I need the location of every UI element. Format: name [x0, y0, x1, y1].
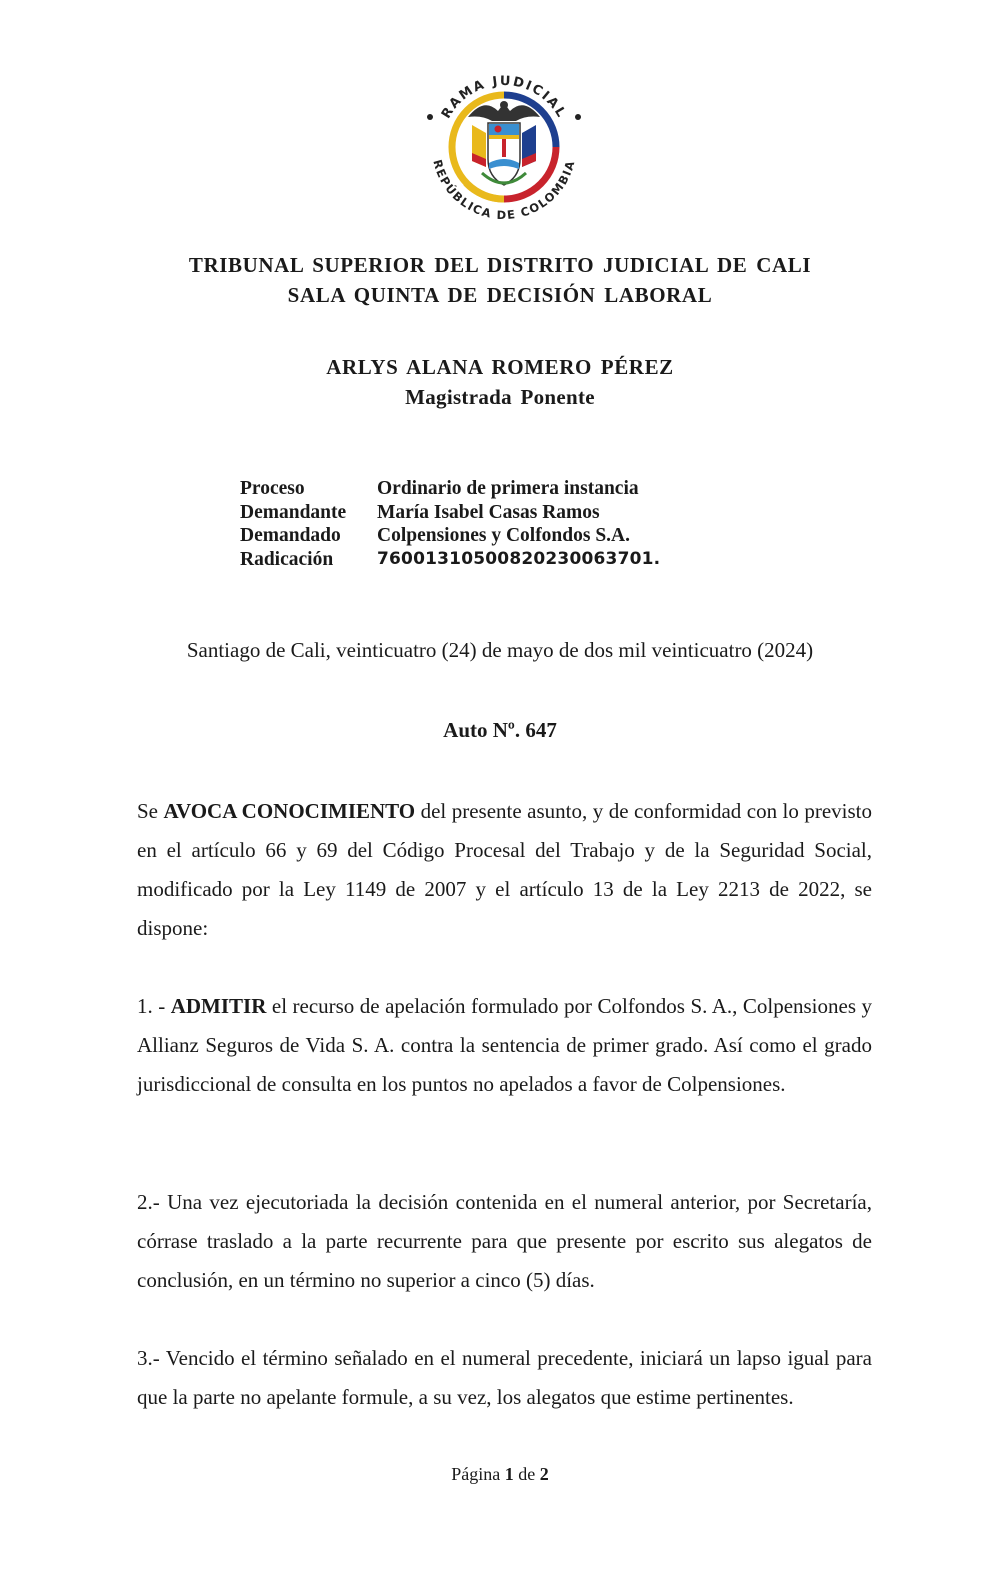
intro-paragraph	[137, 792, 872, 948]
seal-arc-bottom: REPÚBLICA DE COLOMBIA	[430, 158, 578, 223]
case-label: Proceso	[240, 478, 305, 499]
page-word: Página	[451, 1464, 501, 1484]
case-label: Radicación	[240, 548, 334, 570]
item1-pre: 1. -	[137, 994, 171, 1018]
case-value: Ordinario de primera instancia	[377, 478, 639, 499]
case-row-process	[240, 477, 660, 501]
intro-bold: AVOCA CONOCIMIENTO	[163, 799, 416, 823]
intro-post: del presente asunto, y de conformidad con lo previsto en el artículo 66 y 69 del Código Procesal del Trabajo y de la Seguridad Social, modificado por la Ley 1149 de 2007 y el artículo 13 de la Ley 2213 de 2022, se dispone:	[137, 799, 873, 940]
seal-ring-yellow-lower	[466, 183, 504, 199]
page-total: 2	[539, 1464, 549, 1484]
case-row-defendant	[240, 524, 660, 548]
case-label: Demandante	[240, 501, 347, 523]
magistrate-role: Magistrada Ponente	[405, 385, 595, 409]
of-word: de	[518, 1464, 536, 1484]
case-value: Colpensiones y Colfondos S.A.	[377, 525, 631, 546]
case-value: 76001310500820230063701.	[377, 548, 661, 569]
seal-arc-top: RAMA JUDICIAL	[438, 73, 570, 122]
item-2-paragraph: 2.- Una vez ejecutoriada la decisión contenida en el numeral anterior, por Secretaría, córrase traslado a la parte recurrente para que presente por escrito sus alegatos de conclusión, en un término no superior a cinco (5) días.	[137, 1190, 872, 1292]
item-3-paragraph: 3.- Vencido el término señalado en el numeral precedente, iniciará un lapso igual para que la parte no apelante formule, a su vez, los alegatos que estime pertinentes.	[137, 1346, 872, 1409]
item1-post: el recurso de apelación formulado por Colfondos S. A., Colpensiones y Allianz Seguros de Vida S. A. contra la sentencia de primer grado. Así como el grado jurisdiccional de consulta en los puntos no apelados a favor de Colpensiones.	[137, 994, 872, 1096]
item-1-paragraph	[137, 987, 872, 1104]
case-row-filing-number	[240, 548, 660, 572]
date-line: Santiago de Cali, veinticuatro (24) de mayo de dos mil veinticuatro (2024)	[186, 638, 814, 662]
magistrate-name: ARLYS ALANA ROMERO PÉREZ	[326, 355, 674, 379]
intro-pre: Se	[137, 799, 164, 823]
item1-bold: ADMITIR	[170, 994, 267, 1018]
case-label: Demandado	[240, 525, 341, 546]
chamber-name: SALA QUINTA DE DECISIÓN LABORAL	[287, 283, 713, 307]
auto-title: Auto Nº. 647	[443, 718, 557, 742]
page-number: 1	[504, 1464, 514, 1484]
case-value: María Isabel Casas Ramos	[377, 501, 600, 523]
case-details	[240, 477, 660, 571]
page-footer	[0, 1464, 1000, 1485]
coat-of-arms-shield-icon	[488, 123, 520, 185]
rama-judicial-seal	[418, 55, 590, 231]
case-row-plaintiff	[240, 501, 660, 525]
court-name: TRIBUNAL SUPERIOR DEL DISTRITO JUDICIAL DE CALI	[188, 253, 812, 277]
